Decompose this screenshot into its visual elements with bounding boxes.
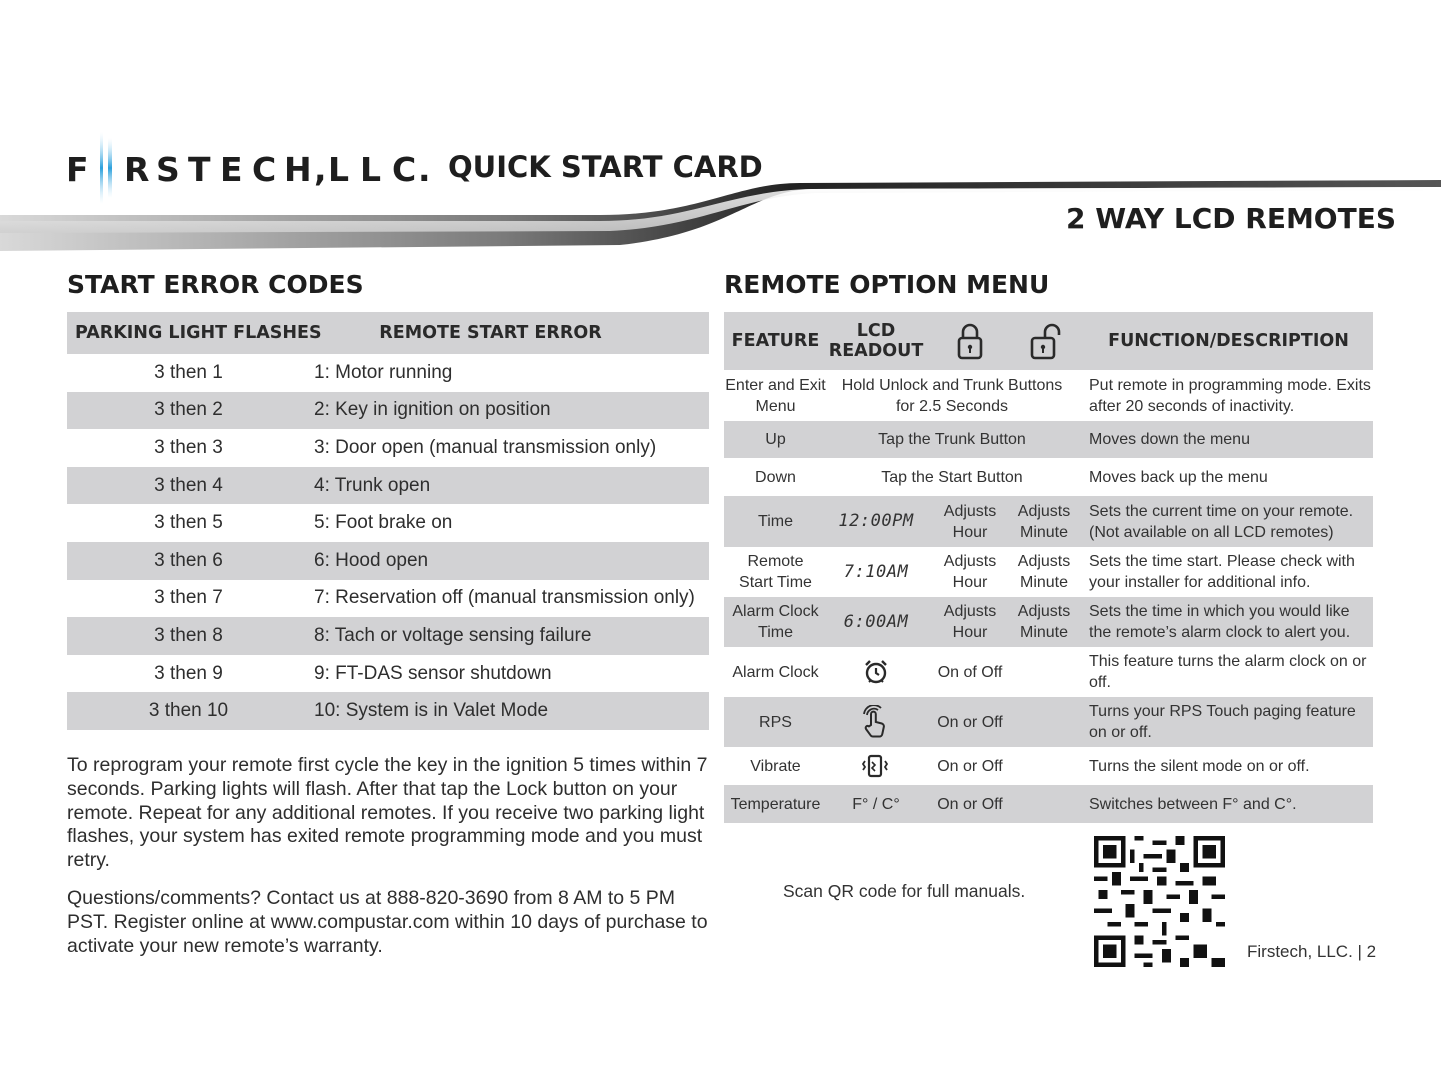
feature-cell: Remote Start Time bbox=[739, 553, 812, 591]
description-cell: This feature turns the alarm clock on or off. bbox=[1089, 653, 1367, 691]
action-cell: Hold Unlock and Trunk Buttons for 2.5 Seconds bbox=[841, 376, 1063, 415]
flashes-cell: 3 then 2 bbox=[154, 399, 223, 421]
unlock-action-cell: Adjusts Minute bbox=[1017, 502, 1071, 541]
flashes-cell: 3 then 1 bbox=[154, 361, 223, 383]
description-cell: Moves down the menu bbox=[1089, 431, 1250, 448]
option-menu-title: REMOTE OPTION MENU bbox=[724, 270, 1050, 299]
lock-action-cell: Adjusts Hour bbox=[943, 553, 997, 591]
table-row bbox=[67, 467, 709, 505]
contact-paragraph: Questions/comments? Contact us at 888-820-3690 from 8 AM to 5 PM PST. Register online at www.compustar.com within 10 days of purchase to activate your new remote’s warranty. bbox=[67, 887, 708, 957]
logo-letter: , bbox=[314, 150, 328, 189]
table-row bbox=[724, 597, 1373, 647]
toggle-action-cell: On or Off bbox=[937, 795, 1003, 813]
description-cell: Turns the silent mode on or off. bbox=[1089, 757, 1310, 775]
error-cell: 2: Key in ignition on position bbox=[314, 399, 551, 421]
table-row bbox=[724, 370, 1373, 421]
unlock-action-cell: Adjusts Minute bbox=[1017, 603, 1071, 641]
table-row bbox=[724, 458, 1373, 496]
table-row bbox=[67, 617, 709, 655]
column-header: LCD READOUT bbox=[828, 321, 924, 361]
feature-cell: Down bbox=[755, 468, 796, 486]
action-cell: Tap the Start Button bbox=[881, 468, 1023, 486]
reprogram-paragraph: To reprogram your remote first cycle the key in the ignition 5 times within 7 seconds. Parking lights will flash. After that tap the Lock button on your remote. Repeat for any additional remotes. If you receive two parking light flashes, your system has exited remote programming mode and you must retry. bbox=[67, 754, 708, 872]
toggle-action-cell: On or Off bbox=[937, 713, 1003, 731]
error-cell: 6: Hood open bbox=[314, 549, 429, 571]
feature-cell: Enter and Exit Menu bbox=[725, 376, 826, 415]
error-cell: 1: Motor running bbox=[314, 361, 453, 383]
error-codes-title: START ERROR CODES bbox=[67, 270, 364, 299]
flashes-cell: 3 then 10 bbox=[148, 700, 229, 722]
touch-paging-icon bbox=[827, 697, 925, 747]
description-cell: Sets the current time on your remote. (Not available on all LCD remotes) bbox=[1089, 502, 1354, 541]
error-cell: 9: FT-DAS sensor shutdown bbox=[314, 662, 552, 684]
flashes-cell: 3 then 8 bbox=[154, 624, 223, 646]
table-row bbox=[724, 647, 1373, 697]
qr-code-icon[interactable] bbox=[1094, 836, 1225, 967]
error-cell: 3: Door open (manual transmission only) bbox=[314, 436, 657, 458]
logo-letter: C bbox=[252, 150, 278, 189]
table-row bbox=[67, 655, 709, 693]
logo-letter: F bbox=[66, 150, 90, 189]
table-header bbox=[67, 312, 709, 354]
flashes-cell: 3 then 5 bbox=[154, 512, 223, 534]
description-cell: Switches between F° and C°. bbox=[1089, 795, 1297, 813]
flashes-cell: 3 then 7 bbox=[154, 587, 223, 609]
lcd-readout: 12:00PM bbox=[838, 511, 914, 531]
column-header: REMOTE START ERROR bbox=[379, 323, 602, 343]
logo-letter: E bbox=[220, 150, 244, 189]
column-header: FEATURE bbox=[731, 330, 820, 351]
description-cell: Put remote in programming mode. Exits after 20 seconds of inactivity. bbox=[1089, 376, 1371, 415]
logo-letter: T bbox=[188, 150, 212, 189]
card-title: QUICK START CARD bbox=[448, 150, 763, 184]
logo-letter: R bbox=[124, 150, 151, 189]
table-row bbox=[67, 354, 709, 392]
table-row bbox=[724, 785, 1373, 823]
feature-cell: RPS bbox=[759, 713, 792, 731]
error-codes-table bbox=[67, 312, 709, 730]
unlock-icon bbox=[1015, 312, 1077, 370]
logo-letter: . bbox=[418, 150, 432, 189]
column-header: PARKING LIGHT FLASHES bbox=[75, 323, 322, 343]
logo-letter: H bbox=[284, 150, 313, 189]
lcd-readout: F° / C° bbox=[852, 795, 900, 813]
flashes-cell: 3 then 3 bbox=[154, 436, 223, 458]
lock-action-cell: Adjusts Hour bbox=[943, 502, 997, 541]
logo-letter: L bbox=[360, 150, 383, 189]
card-subtitle: 2 WAY LCD REMOTES bbox=[1066, 202, 1396, 235]
toggle-action-cell: On of Off bbox=[937, 663, 1003, 681]
description-cell: Moves back up the menu bbox=[1089, 468, 1268, 486]
feature-cell: Temperature bbox=[730, 795, 821, 813]
action-cell: Tap the Trunk Button bbox=[878, 431, 1026, 448]
unlock-action-cell: Adjusts Minute bbox=[1017, 553, 1071, 591]
table-row bbox=[67, 542, 709, 580]
table-row bbox=[724, 697, 1373, 747]
table-row bbox=[67, 504, 709, 542]
qr-caption: Scan QR code for full manuals. bbox=[783, 881, 1026, 901]
table-header bbox=[724, 312, 1373, 370]
flashes-cell: 3 then 6 bbox=[154, 549, 223, 571]
description-cell: Sets the time in which you would like the remote’s alarm clock to alert you. bbox=[1089, 603, 1351, 641]
logo-letter: S bbox=[156, 150, 181, 189]
lock-action-cell: Adjusts Hour bbox=[943, 603, 997, 641]
lock-icon bbox=[925, 312, 1015, 370]
table-row bbox=[67, 392, 709, 430]
lcd-readout: 7:10AM bbox=[843, 561, 909, 582]
page-footer: Firstech, LLC. | 2 bbox=[1247, 942, 1377, 961]
table-row bbox=[67, 429, 709, 467]
error-cell: 8: Tach or voltage sensing failure bbox=[314, 624, 592, 646]
column-header: FUNCTION/DESCRIPTION bbox=[1108, 330, 1349, 351]
table-row bbox=[724, 547, 1373, 597]
table-row bbox=[67, 692, 709, 730]
table-row bbox=[724, 747, 1373, 785]
error-cell: 5: Foot brake on bbox=[314, 512, 453, 534]
lcd-readout: 6:00AM bbox=[843, 611, 909, 632]
toggle-action-cell: On or Off bbox=[937, 757, 1003, 775]
vibrate-icon bbox=[827, 747, 925, 785]
option-menu-table bbox=[724, 312, 1373, 823]
logo-letter: C bbox=[392, 150, 418, 189]
error-cell: 7: Reservation off (manual transmission only) bbox=[314, 587, 695, 609]
description-cell: Sets the time start. Please check with your installer for additional info. bbox=[1089, 553, 1355, 591]
description-cell: Turns your RPS Touch paging feature on or off. bbox=[1089, 703, 1356, 741]
flashes-cell: 3 then 4 bbox=[154, 474, 223, 496]
feature-cell: Alarm Clock bbox=[732, 663, 819, 681]
table-row bbox=[724, 421, 1373, 458]
feature-cell: Time bbox=[758, 513, 793, 530]
feature-cell: Vibrate bbox=[750, 757, 801, 775]
feature-cell: Alarm Clock Time bbox=[732, 603, 819, 641]
alarm-clock-icon bbox=[827, 647, 925, 697]
feature-cell: Up bbox=[765, 431, 786, 448]
table-row bbox=[67, 580, 709, 618]
error-cell: 4: Trunk open bbox=[314, 474, 431, 496]
table-row bbox=[724, 496, 1373, 547]
logo-letter: L bbox=[328, 150, 351, 189]
error-cell: 10: System is in Valet Mode bbox=[314, 700, 549, 722]
flashes-cell: 3 then 9 bbox=[154, 662, 223, 684]
